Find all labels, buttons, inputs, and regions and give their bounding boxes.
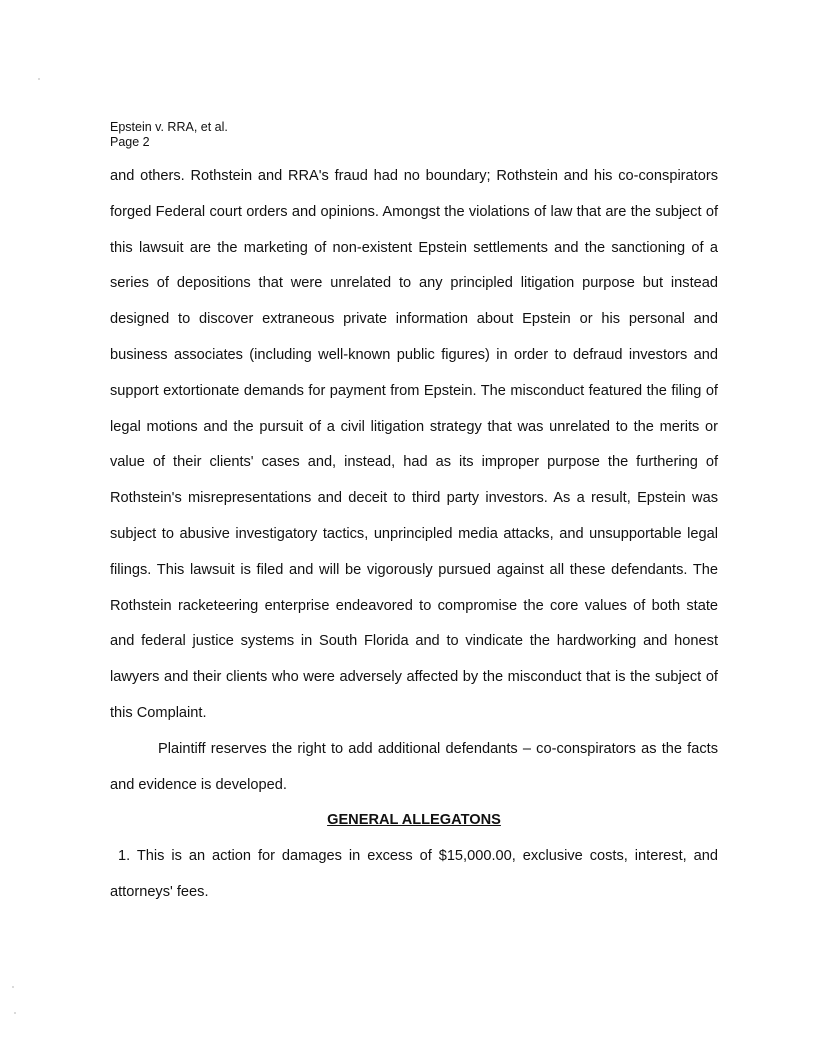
- scan-speck: [14, 1012, 16, 1014]
- section-heading: GENERAL ALLEGATONS: [327, 812, 501, 829]
- case-caption: Epstein v. RRA, et al.: [110, 120, 228, 134]
- scan-speck: [12, 986, 14, 988]
- document-body: [110, 159, 718, 911]
- allegation-item: 1. This is an action for damages in excess of $15,000.00, exclusive costs, interest, and attorneys' fees.: [110, 848, 718, 900]
- page-header: [110, 120, 228, 150]
- body-paragraph: and others. Rothstein and RRA's fraud had no boundary; Rothstein and his co-conspirators forged Federal court orders and opinions. Amongst the violations of law that are the subject of this lawsuit are the marketing of non-existent Epstein settlements and the sanctioning of a series of depositions that were unrelated to any principled litigation purpose but instead designed to discover extraneous private information about Epstein or his personal and business associates (including well-known public figures) in order to defraud investors and support extortionate demands for payment from Epstein. The misconduct featured the filing of legal motions and the pursuit of a civil litigation strategy that was unrelated to the merits or value of their clients' cases and, instead, had as its improper purpose the furthering of Rothstein's misrepresentations and deceit to third party investors. As a result, Epstein was subject to abusive investigatory tactics, unprincipled media attacks, and unsupportable legal filings. This lawsuit is filed and will be vigorously pursued against all these defendants. The Rothstein racketeering enterprise endeavored to compromise the core values of both state and federal justice systems in South Florida and to vindicate the hardworking and honest lawyers and their clients who were adversely affected by the misconduct that is the subject of this Complaint.: [110, 168, 718, 721]
- scan-speck: [38, 78, 40, 80]
- body-paragraph: Plaintiff reserves the right to add additional defendants – co-conspirators as the facts and evidence is developed.: [110, 740, 718, 793]
- page-number: Page 2: [110, 135, 150, 149]
